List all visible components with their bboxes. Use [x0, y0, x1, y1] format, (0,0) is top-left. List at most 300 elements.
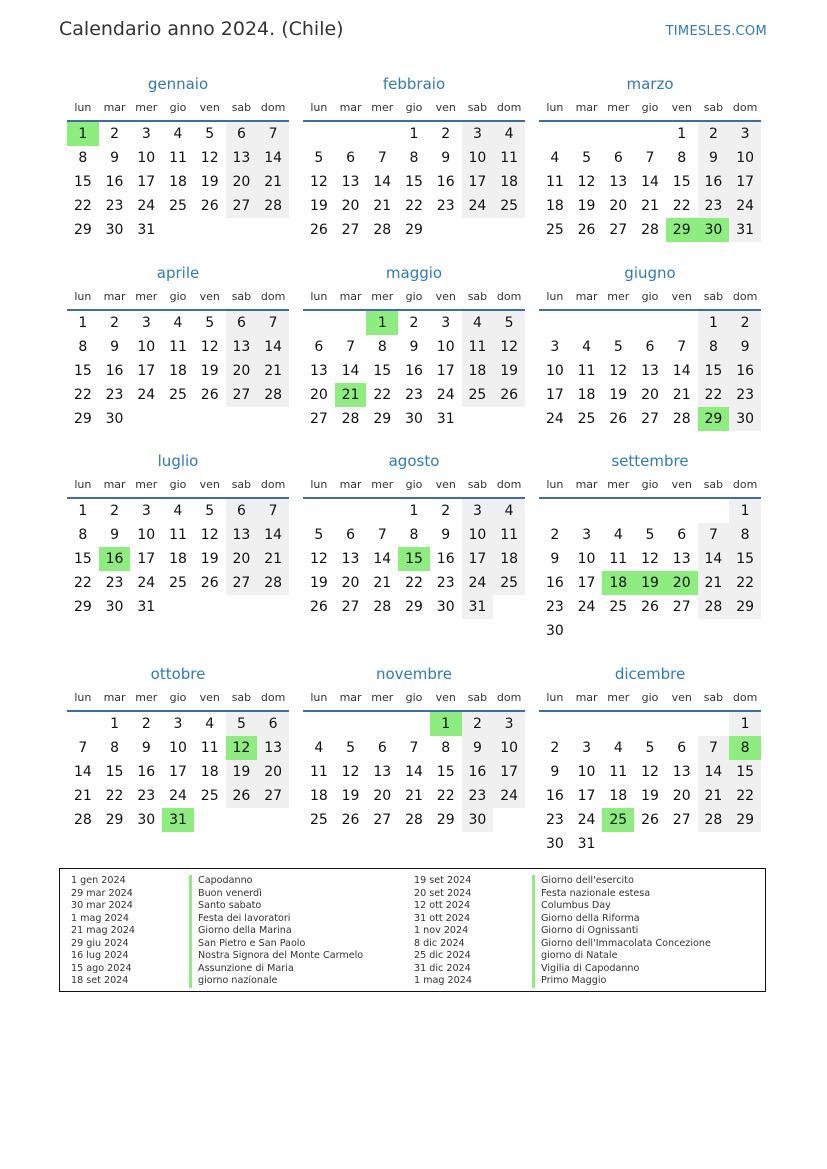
day-cell: 11	[493, 523, 525, 547]
day-cell: 19	[634, 571, 666, 595]
day-cell: 10	[436, 339, 455, 355]
weekday-label: sab	[467, 101, 488, 114]
empty-cell	[539, 122, 571, 146]
day-cell: 13	[309, 363, 328, 379]
weekday-label: mar	[339, 478, 362, 491]
day-cell: 25	[577, 411, 596, 427]
day-cell: 1	[729, 712, 761, 736]
weekday-label: sab	[703, 478, 724, 491]
day-cell: 24	[137, 387, 156, 403]
day-grid	[303, 712, 525, 832]
month-febbraio	[303, 72, 525, 242]
day-grid	[67, 499, 289, 619]
day-cell: 17	[493, 760, 525, 784]
day-cell: 30	[105, 222, 124, 238]
day-cell: 30	[436, 599, 455, 615]
day-cell: 4	[582, 339, 592, 355]
weekday-label: gio	[405, 290, 423, 303]
day-cell: 7	[409, 740, 419, 756]
month-name: settembre	[611, 452, 689, 470]
legend-date: 16 lug 2024	[71, 950, 129, 961]
day-cell: 26	[200, 387, 219, 403]
month-marzo	[539, 72, 761, 242]
day-cell: 6	[226, 311, 258, 335]
legend-date: 15 ago 2024	[71, 962, 132, 974]
day-cell: 5	[314, 527, 324, 543]
day-cell: 13	[609, 174, 628, 190]
legend-name: Santo sabato	[198, 900, 262, 911]
day-cell: 17	[137, 551, 156, 567]
legend-name: Giorno dell'esercito	[541, 875, 634, 886]
day-cell: 1	[409, 503, 419, 519]
day-cell: 11	[200, 740, 219, 756]
day-cell: 27	[226, 571, 258, 595]
empty-cell	[666, 712, 698, 736]
legend-row	[71, 938, 363, 951]
day-cell: 17	[169, 764, 187, 780]
day-cell: 14	[341, 363, 360, 379]
legend-row	[71, 888, 363, 901]
weekday-label: ven	[435, 691, 456, 704]
day-cell: 19	[609, 387, 628, 403]
legend-date: 1 gen 2024	[71, 875, 126, 886]
day-cell: 11	[169, 339, 187, 355]
day-grid	[539, 122, 761, 242]
brand-logo[interactable]: TIMESLES.COM	[665, 24, 767, 39]
legend-name: Giorno della Marina	[198, 925, 292, 936]
day-grid	[303, 122, 525, 242]
legend-name: Columbus Day	[541, 900, 611, 911]
weekday-label: mer	[371, 691, 394, 704]
day-cell: 21	[257, 547, 289, 571]
weekday-label: dom	[260, 478, 286, 491]
day-cell: 22	[405, 198, 423, 214]
weekday-label: mer	[371, 478, 394, 491]
legend-row	[414, 900, 711, 913]
day-cell: 3	[462, 122, 494, 146]
day-cell: 21	[698, 784, 730, 808]
legend-date: 1 mag 2024	[71, 912, 129, 924]
legend-marker	[189, 938, 192, 951]
day-cell: 9	[698, 146, 730, 170]
day-cell: 7	[698, 523, 730, 547]
weekday-label: lun	[546, 691, 564, 704]
weekday-label: dom	[732, 478, 758, 491]
day-cell: 28	[341, 411, 360, 427]
day-cell: 15	[398, 547, 430, 571]
day-cell: 26	[200, 198, 219, 214]
legend-row	[414, 888, 711, 901]
day-cell: 8	[729, 523, 761, 547]
day-cell: 29	[373, 411, 392, 427]
day-cell: 6	[377, 740, 387, 756]
empty-cell	[602, 712, 634, 736]
day-cell: 17	[462, 547, 494, 571]
day-cell: 11	[493, 146, 525, 170]
weekday-header	[67, 473, 289, 499]
day-cell: 25	[493, 571, 525, 595]
weekday-label: mar	[575, 101, 598, 114]
day-grid	[67, 712, 289, 832]
day-cell: 16	[545, 788, 564, 804]
legend-name: Festa dei lavoratori	[198, 912, 291, 924]
weekday-label: mar	[103, 101, 126, 114]
weekday-label: gio	[169, 290, 187, 303]
weekday-label: gio	[405, 101, 423, 114]
weekday-label: ven	[199, 691, 220, 704]
day-cell: 26	[200, 575, 219, 591]
day-cell: 4	[493, 499, 525, 523]
day-cell: 15	[73, 174, 92, 190]
day-cell: 2	[441, 126, 451, 142]
legend-column-right	[414, 875, 711, 988]
day-cell: 5	[205, 503, 215, 519]
day-cell: 4	[205, 716, 215, 732]
legend-marker	[189, 950, 192, 963]
day-cell: 15	[73, 551, 92, 567]
weekday-label: mer	[135, 290, 158, 303]
month-name: novembre	[376, 665, 452, 683]
day-cell: 21	[335, 383, 367, 407]
day-cell: 18	[493, 170, 525, 194]
day-cell: 18	[200, 764, 219, 780]
weekday-label: ven	[199, 290, 220, 303]
day-cell: 9	[550, 551, 560, 567]
weekday-label: mar	[339, 101, 362, 114]
day-cell: 24	[169, 788, 187, 804]
day-cell: 25	[200, 788, 219, 804]
legend-row	[414, 913, 711, 926]
day-cell: 5	[205, 315, 215, 331]
legend-name: Giorno della Riforma	[541, 912, 640, 924]
day-cell: 7	[377, 527, 387, 543]
legend-row	[414, 925, 711, 938]
day-cell: 24	[462, 194, 494, 218]
weekday-header	[539, 686, 761, 712]
legend-marker	[532, 975, 535, 988]
empty-cell	[303, 311, 335, 335]
day-cell: 4	[550, 150, 560, 166]
day-cell: 11	[169, 150, 187, 166]
day-cell: 30	[698, 218, 730, 242]
day-cell: 14	[373, 174, 392, 190]
day-cell: 2	[550, 740, 560, 756]
day-grid	[303, 311, 525, 431]
day-cell: 13	[341, 174, 360, 190]
day-cell: 2	[550, 527, 560, 543]
day-cell: 3	[141, 503, 151, 519]
day-cell: 22	[672, 198, 691, 214]
day-cell: 5	[205, 126, 215, 142]
weekday-label: dom	[260, 101, 286, 114]
weekday-label: sab	[231, 101, 252, 114]
legend-name: Assunzione di Maria	[198, 962, 294, 974]
day-cell: 31	[577, 836, 596, 852]
weekday-label: gio	[169, 478, 187, 491]
day-cell: 16	[405, 363, 423, 379]
month-giugno	[539, 261, 761, 431]
day-cell: 18	[169, 363, 187, 379]
empty-cell	[539, 712, 571, 736]
day-cell: 25	[462, 383, 494, 407]
day-cell: 13	[226, 523, 258, 547]
day-cell: 29	[436, 812, 455, 828]
day-cell: 22	[405, 575, 423, 591]
day-cell: 26	[641, 812, 659, 828]
day-cell: 8	[110, 740, 120, 756]
day-cell: 16	[698, 170, 730, 194]
day-grid	[539, 499, 761, 643]
day-cell: 26	[609, 411, 628, 427]
day-cell: 10	[493, 736, 525, 760]
weekday-header	[67, 285, 289, 311]
day-cell: 14	[698, 760, 730, 784]
day-cell: 27	[309, 411, 328, 427]
legend-name: Giorno dell'Immacolata Concezione	[541, 937, 711, 949]
empty-cell	[303, 712, 335, 736]
day-cell: 26	[577, 222, 596, 238]
legend-row	[71, 925, 363, 938]
empty-cell	[571, 122, 603, 146]
weekday-label: gio	[405, 478, 423, 491]
day-cell: 18	[169, 174, 187, 190]
day-cell: 5	[314, 150, 324, 166]
day-cell: 30	[545, 623, 564, 639]
day-cell: 13	[373, 764, 392, 780]
day-cell: 15	[373, 363, 392, 379]
weekday-header	[67, 96, 289, 122]
weekday-label: ven	[435, 478, 456, 491]
day-cell: 6	[314, 339, 324, 355]
day-cell: 8	[78, 339, 88, 355]
weekday-label: ven	[671, 691, 692, 704]
day-cell: 17	[545, 387, 564, 403]
day-cell: 26	[309, 222, 328, 238]
weekday-label: sab	[231, 290, 252, 303]
day-cell: 15	[698, 359, 730, 383]
day-cell: 22	[73, 387, 92, 403]
day-cell: 13	[226, 335, 258, 359]
day-cell: 14	[257, 146, 289, 170]
day-cell: 8	[729, 736, 761, 760]
day-cell: 15	[73, 363, 92, 379]
month-ottobre	[67, 662, 289, 832]
legend-date: 1 nov 2024	[414, 925, 469, 936]
day-cell: 29	[405, 222, 423, 238]
day-grid	[67, 311, 289, 431]
weekday-label: gio	[641, 101, 659, 114]
day-cell: 31	[462, 595, 494, 619]
day-cell: 21	[373, 198, 392, 214]
day-cell: 15	[729, 547, 761, 571]
day-cell: 29	[698, 407, 730, 431]
day-cell: 18	[493, 547, 525, 571]
day-cell: 12	[200, 150, 219, 166]
empty-cell	[666, 311, 698, 335]
weekday-label: mer	[135, 691, 158, 704]
day-cell: 30	[545, 836, 564, 852]
day-cell: 29	[73, 599, 92, 615]
day-cell: 2	[110, 126, 120, 142]
day-cell: 11	[609, 764, 628, 780]
weekday-label: mar	[575, 691, 598, 704]
month-agosto	[303, 449, 525, 619]
day-cell: 20	[341, 198, 360, 214]
day-cell: 19	[200, 363, 219, 379]
weekday-label: dom	[496, 478, 522, 491]
weekday-label: sab	[703, 101, 724, 114]
day-cell: 31	[436, 411, 455, 427]
day-cell: 7	[677, 339, 687, 355]
weekday-label: mer	[371, 290, 394, 303]
legend-marker	[532, 875, 535, 888]
day-cell: 3	[729, 122, 761, 146]
holiday-legend	[59, 868, 766, 992]
legend-marker	[532, 938, 535, 951]
day-cell: 28	[73, 812, 92, 828]
day-cell: 7	[257, 499, 289, 523]
day-cell: 12	[641, 764, 659, 780]
weekday-label: dom	[732, 290, 758, 303]
day-cell: 17	[137, 174, 156, 190]
month-gennaio	[67, 72, 289, 242]
month-name: ottobre	[150, 665, 206, 683]
day-cell: 11	[545, 174, 564, 190]
day-cell: 29	[729, 808, 761, 832]
legend-name: giorno di Natale	[541, 950, 618, 961]
day-cell: 10	[577, 764, 596, 780]
day-cell: 27	[641, 411, 659, 427]
day-cell: 16	[545, 575, 564, 591]
legend-date: 31 dic 2024	[414, 962, 471, 974]
weekday-label: mer	[607, 290, 630, 303]
legend-date: 20 set 2024	[414, 887, 472, 899]
empty-cell	[335, 712, 367, 736]
empty-cell	[303, 122, 335, 146]
day-cell: 5	[582, 150, 592, 166]
day-cell: 30	[105, 411, 124, 427]
day-cell: 18	[609, 788, 628, 804]
legend-marker	[532, 963, 535, 976]
day-grid	[539, 712, 761, 856]
day-cell: 20	[309, 387, 328, 403]
day-cell: 25	[602, 808, 634, 832]
day-cell: 1	[67, 122, 99, 146]
day-cell: 19	[309, 198, 328, 214]
weekday-label: sab	[467, 691, 488, 704]
day-cell: 14	[405, 764, 423, 780]
month-maggio	[303, 261, 525, 431]
day-cell: 6	[677, 527, 687, 543]
legend-date: 8 dic 2024	[414, 937, 465, 949]
day-cell: 31	[162, 808, 194, 832]
day-cell: 6	[346, 527, 356, 543]
day-cell: 27	[226, 383, 258, 407]
day-cell: 19	[577, 198, 596, 214]
day-cell: 16	[105, 363, 124, 379]
legend-name: Giorno di Ognissanti	[541, 925, 639, 936]
day-cell: 7	[377, 150, 387, 166]
day-cell: 26	[493, 383, 525, 407]
weekday-label: dom	[260, 290, 286, 303]
day-cell: 12	[226, 736, 258, 760]
day-cell: 10	[729, 146, 761, 170]
day-cell: 12	[609, 363, 628, 379]
day-cell: 23	[105, 575, 124, 591]
weekday-header	[303, 473, 525, 499]
day-cell: 3	[462, 499, 494, 523]
day-cell: 3	[441, 315, 451, 331]
day-cell: 17	[729, 170, 761, 194]
day-cell: 28	[373, 222, 392, 238]
day-cell: 9	[409, 339, 419, 355]
weekday-label: dom	[496, 290, 522, 303]
legend-row	[414, 938, 711, 951]
day-cell: 21	[672, 387, 691, 403]
day-cell: 20	[226, 547, 258, 571]
day-cell: 23	[105, 387, 124, 403]
day-cell: 16	[105, 174, 124, 190]
day-cell: 6	[226, 499, 258, 523]
weekday-label: mar	[103, 290, 126, 303]
legend-date: 18 set 2024	[71, 975, 129, 986]
day-cell: 10	[462, 523, 494, 547]
weekday-label: mar	[339, 290, 362, 303]
day-cell: 16	[462, 760, 494, 784]
month-dicembre	[539, 662, 761, 856]
day-cell: 25	[493, 194, 525, 218]
weekday-header	[67, 686, 289, 712]
weekday-label: sab	[467, 478, 488, 491]
day-cell: 4	[314, 740, 324, 756]
legend-name: Vigilia di Capodanno	[541, 962, 640, 974]
day-cell: 1	[677, 126, 687, 142]
day-cell: 17	[462, 170, 494, 194]
day-cell: 1	[366, 311, 398, 335]
day-cell: 13	[672, 764, 691, 780]
day-cell: 2	[729, 311, 761, 335]
day-cell: 14	[641, 174, 659, 190]
day-cell: 9	[110, 150, 120, 166]
day-cell: 24	[137, 575, 156, 591]
day-cell: 28	[698, 808, 730, 832]
day-cell: 30	[405, 411, 423, 427]
day-cell: 13	[641, 363, 659, 379]
day-cell: 20	[641, 387, 659, 403]
day-cell: 23	[462, 784, 494, 808]
day-cell: 28	[257, 571, 289, 595]
day-cell: 16	[99, 547, 131, 571]
day-cell: 15	[672, 174, 691, 190]
day-cell: 8	[377, 339, 387, 355]
day-cell: 14	[257, 335, 289, 359]
month-name: agosto	[388, 452, 440, 470]
day-cell: 23	[137, 788, 156, 804]
day-cell: 5	[645, 740, 655, 756]
day-cell: 27	[672, 812, 691, 828]
day-cell: 21	[257, 170, 289, 194]
day-cell: 22	[373, 387, 392, 403]
month-name: dicembre	[614, 665, 686, 683]
month-aprile	[67, 261, 289, 431]
day-cell: 4	[173, 126, 183, 142]
legend-date: 21 mag 2024	[71, 925, 136, 936]
day-cell: 12	[309, 174, 328, 190]
day-cell: 12	[577, 174, 596, 190]
day-cell: 8	[677, 150, 687, 166]
day-cell: 19	[200, 174, 219, 190]
day-cell: 29	[73, 411, 92, 427]
